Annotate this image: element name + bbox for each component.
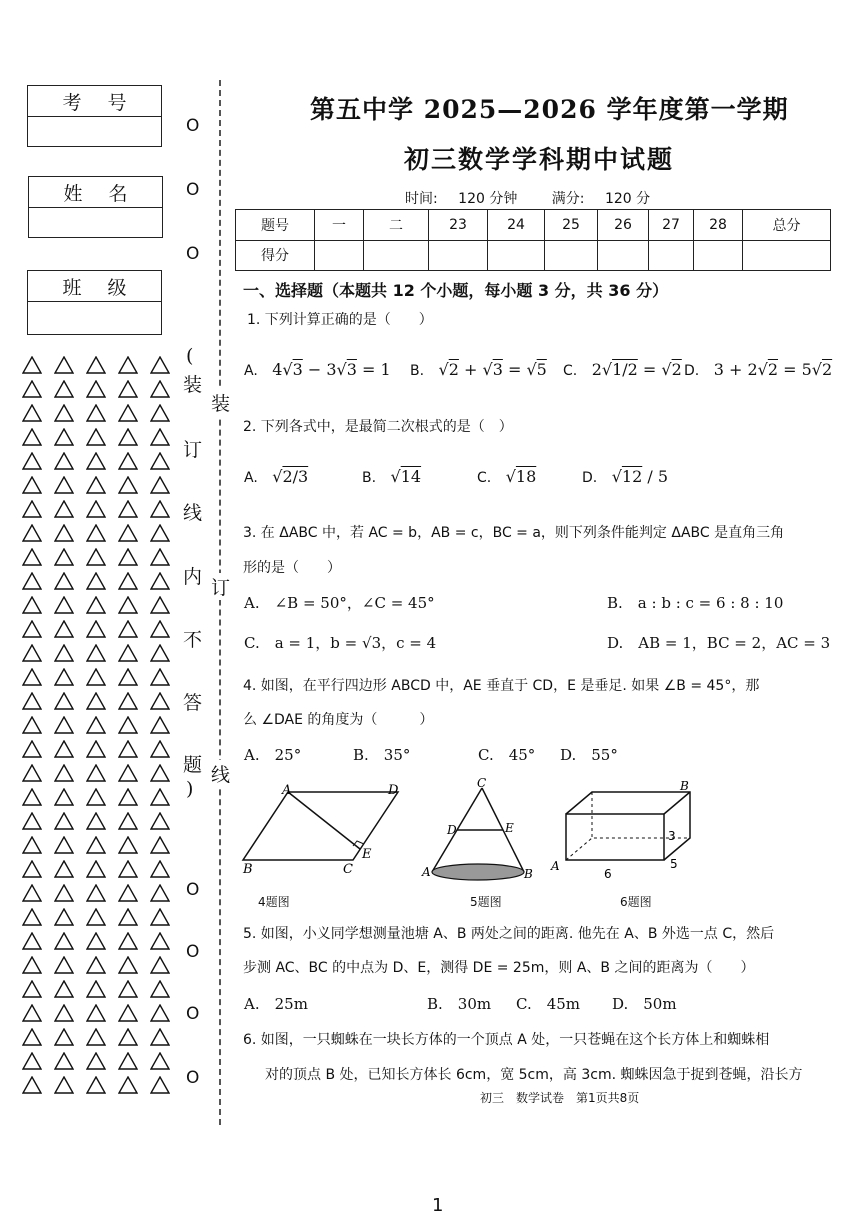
triangle-icon [54, 380, 86, 403]
time-label: 时间: [405, 191, 438, 207]
triangle-icon [54, 1052, 86, 1075]
triangle-icon [150, 380, 182, 403]
triangle-icon [86, 620, 118, 643]
triangle-icon [118, 620, 150, 643]
binding-outer-char: 装 [211, 389, 230, 416]
triangle-icon [150, 956, 182, 979]
table-cell: 一 [315, 210, 364, 241]
triangle-icon [54, 884, 86, 907]
triangle-icon [54, 356, 86, 379]
triangle-icon [118, 812, 150, 835]
triangle-icon [150, 644, 182, 667]
binding-outer-char: 订 [211, 573, 230, 600]
triangle-icon [86, 356, 118, 379]
triangle-icon [54, 596, 86, 619]
option-label: D. [582, 470, 598, 486]
triangle-icon [86, 548, 118, 571]
table-cell: 26 [598, 210, 649, 241]
fig5-label-a: A [422, 865, 431, 879]
triangle-icon [118, 932, 150, 955]
triangle-icon [22, 500, 54, 523]
triangle-icon [86, 740, 118, 763]
triangle-icon [22, 884, 54, 907]
q1-option-c[interactable]: C. 2√1/2 = √2 [563, 360, 682, 379]
triangle-icon [118, 956, 150, 979]
score-entry-cell[interactable] [694, 240, 743, 271]
q3-option-d[interactable]: D. AB = 1，BC = 2，AC = 3 [607, 634, 831, 652]
score-entry-cell[interactable] [545, 240, 598, 271]
binding-inner-char: 订 [183, 439, 203, 461]
triangle-icon [54, 1028, 86, 1051]
triangle-icon [150, 668, 182, 691]
table-cell: 二 [364, 210, 429, 241]
figure-4-caption: 4题图 [258, 895, 290, 909]
binding-hole-mark: O [186, 116, 200, 136]
triangle-icon [150, 908, 182, 931]
triangle-icon [54, 956, 86, 979]
exam-number-label: 考号 [28, 86, 161, 117]
binding-inner-char: 不 [183, 629, 203, 651]
question-3-stem: 3. 在 ΔABC 中，若 AC = b，AB = c，BC = a，则下列条件能判定 ΔABC 是直角三角 [243, 525, 785, 541]
table-cell: 23 [429, 210, 488, 241]
triangle-icon [54, 1004, 86, 1027]
triangle-icon [150, 980, 182, 1003]
triangle-icon [150, 692, 182, 715]
table-cell: 总分 [743, 210, 831, 241]
triangle-icon [118, 860, 150, 883]
fig6-label-width: 5 [670, 857, 678, 871]
triangle-icon [54, 404, 86, 427]
triangle-icon [86, 524, 118, 547]
question-5-stem: 5. 如图，小义同学想测量池塘 A、B 两处之间的距离. 他先在 A、B 外选一点 C，然后 [243, 926, 775, 942]
triangle-icon [118, 548, 150, 571]
score-entry-cell[interactable] [743, 240, 831, 271]
triangle-icon [150, 788, 182, 811]
triangle-icon [22, 740, 54, 763]
fig5-label-b: B [524, 867, 533, 881]
triangle-icon [86, 980, 118, 1003]
question-4-stem-cont: 么 ∠DAE 的角度为（ ） [243, 712, 434, 728]
triangle-icon [150, 884, 182, 907]
triangle-icon [86, 1004, 118, 1027]
q4-option-b[interactable]: B. 35° [353, 746, 411, 764]
binding-hole-mark: O [186, 244, 200, 264]
triangle-icon [118, 500, 150, 523]
q1-option-d[interactable]: D. 3 + 2√2 = 5√2 [684, 360, 833, 379]
option-label: A. [244, 470, 258, 486]
triangle-icon [86, 452, 118, 475]
q4-option-a[interactable]: A. 25° [244, 746, 302, 764]
question-6-stem-cont: 对的顶点 B 处，已知长方体长 6cm，宽 5cm，高 3cm. 蜘蛛因急于捉到苍蝇，沿长方 [265, 1067, 803, 1083]
triangle-icon [22, 812, 54, 835]
triangle-icon [22, 644, 54, 667]
triangle-icon [118, 476, 150, 499]
q5-option-b[interactable]: B. 30m [427, 995, 492, 1013]
triangle-icon [150, 860, 182, 883]
triangle-icon [86, 1052, 118, 1075]
figure-5-cone [420, 776, 535, 886]
triangle-icon [150, 836, 182, 859]
triangle-icon [54, 524, 86, 547]
triangle-icon [118, 836, 150, 859]
binding-inner-char: 答 [183, 692, 203, 714]
triangle-icon [22, 788, 54, 811]
fig6-label-b: B [680, 779, 689, 793]
question-3-stem-cont: 形的是（ ） [243, 560, 341, 576]
binding-outer-char: 线 [211, 760, 230, 787]
option-label: C. [563, 363, 578, 379]
triangle-icon [118, 1028, 150, 1051]
triangle-icon [150, 764, 182, 787]
binding-hole-mark: O [186, 1068, 200, 1088]
q3-option-a[interactable]: A. ∠B = 50°，∠C = 45° [244, 594, 435, 612]
fig6-label-height: 3 [668, 829, 676, 843]
triangle-icon [54, 572, 86, 595]
triangle-icon [54, 788, 86, 811]
question-1-stem: 1. 下列计算正确的是（ ） [247, 312, 433, 328]
triangle-icon [150, 452, 182, 475]
triangle-icon [118, 716, 150, 739]
table-cell: 24 [488, 210, 545, 241]
triangle-icon [118, 572, 150, 595]
triangle-icon [22, 452, 54, 475]
triangle-icon [118, 764, 150, 787]
triangle-icon [86, 908, 118, 931]
triangle-icon [86, 404, 118, 427]
triangle-icon [150, 716, 182, 739]
question-2-stem: 2. 下列各式中，是最简二次根式的是（ ） [243, 419, 513, 435]
triangle-icon [22, 1004, 54, 1027]
triangle-icon [86, 812, 118, 835]
option-label: B. [410, 363, 425, 379]
triangle-icon [22, 1028, 54, 1051]
triangle-icon [118, 596, 150, 619]
score-entry-cell[interactable] [649, 240, 694, 271]
triangle-icon [22, 572, 54, 595]
binding-inner-char: ) [186, 778, 194, 800]
triangle-icon [22, 668, 54, 691]
triangle-icon [22, 980, 54, 1003]
triangle-icon [22, 548, 54, 571]
triangle-icon [22, 404, 54, 427]
binding-inner-char: 题 [183, 754, 203, 776]
q4-option-d[interactable]: D. 55° [560, 746, 618, 764]
exam-time [405, 188, 650, 208]
triangle-icon [54, 452, 86, 475]
binding-hole-mark: O [186, 942, 200, 962]
table-cell: 28 [694, 210, 743, 241]
triangle-icon [22, 356, 54, 379]
triangle-icon [150, 1052, 182, 1075]
triangle-icon [150, 1004, 182, 1027]
q2-option-a[interactable]: A. √2/3 [244, 467, 309, 486]
question-6-stem: 6. 如图，一只蜘蛛在一块长方体的一个顶点 A 处，一只苍蝇在这个长方体上和蜘蛛相 [243, 1032, 770, 1048]
score-entry-cell[interactable] [429, 240, 488, 271]
triangle-icon [118, 524, 150, 547]
triangle-icon [22, 692, 54, 715]
binding-inner-char: 内 [183, 566, 203, 588]
triangle-icon [118, 980, 150, 1003]
fig4-label-e: E [362, 847, 372, 862]
triangle-icon [86, 932, 118, 955]
triangle-icon [54, 548, 86, 571]
fig4-label-d: D [388, 783, 399, 798]
triangle-icon [22, 596, 54, 619]
triangle-icon [22, 620, 54, 643]
triangle-icon [54, 1076, 86, 1099]
score-entry-cell[interactable] [315, 240, 364, 271]
score-table [235, 209, 831, 271]
triangle-icon [22, 932, 54, 955]
triangle-icon [150, 812, 182, 835]
triangle-icon [54, 836, 86, 859]
score-table-header [236, 210, 831, 241]
triangle-icon [54, 620, 86, 643]
page-title: 第五中学 2025—2026 学年度第一学期 [310, 95, 789, 124]
name-box [28, 176, 163, 238]
option-label: C. [477, 470, 492, 486]
triangle-icon [150, 356, 182, 379]
triangle-icon [54, 644, 86, 667]
figure-4-parallelogram [238, 780, 413, 880]
triangle-pattern [22, 356, 182, 1099]
section-title: 一、选择题（本题共 12 个小题，每小题 3 分，共 36 分） [243, 281, 669, 300]
triangle-icon [54, 764, 86, 787]
triangle-icon [150, 1028, 182, 1051]
triangle-icon [22, 1076, 54, 1099]
binding-hole-mark: O [186, 880, 200, 900]
table-cell: 得分 [236, 240, 315, 271]
triangle-icon [118, 1052, 150, 1075]
fig5-label-e: E [505, 821, 514, 835]
triangle-icon [118, 692, 150, 715]
fig4-label-a: A [282, 783, 292, 798]
triangle-icon [86, 884, 118, 907]
triangle-icon [22, 836, 54, 859]
figure-6-cuboid [548, 776, 698, 886]
question-5-stem-cont: 步测 AC、BC 的中点为 D、E，测得 DE = 25m，则 A、B 之间的距离为（ ） [243, 960, 755, 976]
triangle-icon [86, 716, 118, 739]
table-cell: 25 [545, 210, 598, 241]
page-number: 1 [432, 1195, 444, 1216]
binding-inner-char: ( [186, 345, 194, 367]
q5-option-c[interactable]: C. 45m [516, 995, 581, 1013]
q3-option-b[interactable]: B. a : b : c = 6 : 8 : 10 [607, 594, 784, 612]
triangle-icon [54, 692, 86, 715]
triangle-icon [54, 812, 86, 835]
triangle-icon [150, 404, 182, 427]
time-value: 120 分钟 [458, 191, 518, 207]
triangle-icon [118, 1004, 150, 1027]
triangle-icon [150, 500, 182, 523]
triangle-icon [22, 908, 54, 931]
triangle-icon [118, 740, 150, 763]
triangle-icon [118, 404, 150, 427]
fig4-label-c: C [343, 862, 353, 877]
triangle-icon [22, 380, 54, 403]
triangle-icon [150, 1076, 182, 1099]
q1-option-a[interactable]: A. 4√3 − 3√3 = 1 [244, 360, 391, 379]
triangle-icon [86, 860, 118, 883]
q3-option-c[interactable]: C. a = 1，b = √3，c = 4 [244, 634, 437, 652]
triangle-icon [86, 476, 118, 499]
triangle-icon [86, 500, 118, 523]
q5-option-a[interactable]: A. 25m [244, 995, 308, 1013]
triangle-icon [86, 380, 118, 403]
triangle-icon [54, 980, 86, 1003]
triangle-icon [118, 668, 150, 691]
triangle-icon [86, 644, 118, 667]
triangle-icon [22, 860, 54, 883]
binding-line [219, 80, 221, 1125]
triangle-icon [54, 932, 86, 955]
binding-hole-mark: O [186, 180, 200, 200]
triangle-icon [150, 476, 182, 499]
triangle-icon [86, 668, 118, 691]
triangle-icon [118, 380, 150, 403]
table-cell: 题号 [236, 210, 315, 241]
fig6-label-a: A [551, 859, 560, 873]
triangle-icon [22, 956, 54, 979]
triangle-icon [118, 1076, 150, 1099]
fig5-label-c: C [477, 776, 487, 790]
triangle-icon [22, 476, 54, 499]
figure-5-caption: 5题图 [470, 895, 502, 909]
fig5-label-d: D [447, 823, 457, 837]
triangle-icon [150, 932, 182, 955]
fig6-label-length: 6 [604, 867, 612, 881]
score-entry-cell[interactable] [364, 240, 429, 271]
triangle-icon [86, 1028, 118, 1051]
triangle-icon [86, 692, 118, 715]
triangle-icon [54, 716, 86, 739]
triangle-icon [54, 500, 86, 523]
option-label: B. [362, 470, 377, 486]
triangle-icon [118, 356, 150, 379]
triangle-icon [150, 524, 182, 547]
triangle-icon [86, 788, 118, 811]
triangle-icon [86, 1076, 118, 1099]
triangle-icon [118, 644, 150, 667]
triangle-icon [150, 428, 182, 451]
score-entry-cell[interactable] [488, 240, 545, 271]
triangle-icon [150, 740, 182, 763]
triangle-icon [22, 764, 54, 787]
triangle-icon [118, 428, 150, 451]
triangle-icon [150, 548, 182, 571]
triangle-icon [86, 836, 118, 859]
figure-6-caption: 6题图 [620, 895, 652, 909]
table-cell: 27 [649, 210, 694, 241]
triangle-icon [150, 620, 182, 643]
triangle-icon [86, 596, 118, 619]
triangle-icon [54, 860, 86, 883]
name-label: 姓名 [29, 177, 162, 208]
triangle-icon [54, 908, 86, 931]
triangle-icon [22, 524, 54, 547]
score-table-row [236, 240, 831, 271]
binding-inner-char: 线 [183, 502, 203, 524]
score-label: 满分: [551, 191, 585, 207]
triangle-icon [22, 716, 54, 739]
triangle-icon [86, 956, 118, 979]
triangle-icon [118, 452, 150, 475]
triangle-icon [150, 572, 182, 595]
triangle-icon [86, 572, 118, 595]
triangle-icon [118, 908, 150, 931]
fig4-label-b: B [243, 862, 253, 877]
triangle-icon [54, 740, 86, 763]
q2-option-c[interactable]: C. √18 [477, 467, 537, 486]
page-subtitle: 初三数学学科期中试题 [404, 145, 675, 174]
binding-inner-char: 装 [183, 374, 203, 396]
triangle-icon [86, 428, 118, 451]
q2-option-b[interactable]: B. √14 [362, 467, 422, 486]
triangle-icon [54, 668, 86, 691]
q1-option-b[interactable]: B. √2 + √3 = √5 [410, 360, 547, 379]
page-info-footer: 初三 数学试卷 第1页共8页 [480, 1091, 640, 1105]
triangle-icon [54, 428, 86, 451]
triangle-icon [22, 428, 54, 451]
question-4-stem: 4. 如图，在平行四边形 ABCD 中，AE 垂直于 CD，E 是垂足. 如果 ∠B = 45°，那 [243, 678, 760, 694]
triangle-icon [86, 764, 118, 787]
triangle-icon [54, 476, 86, 499]
q2-option-d[interactable]: D. √12 / 5 [582, 467, 668, 486]
class-label: 班级 [28, 271, 161, 302]
triangle-icon [118, 884, 150, 907]
triangle-icon [150, 596, 182, 619]
score-entry-cell[interactable] [598, 240, 649, 271]
triangle-icon [118, 788, 150, 811]
binding-hole-mark: O [186, 1004, 200, 1024]
option-label: D. [684, 363, 700, 379]
class-box [27, 270, 162, 335]
q4-option-c[interactable]: C. 45° [478, 746, 536, 764]
q5-option-d[interactable]: D. 50m [612, 995, 677, 1013]
score-value: 120 分 [604, 191, 651, 207]
triangle-icon [22, 1052, 54, 1075]
exam-number-box [27, 85, 162, 147]
option-label: A. [244, 363, 258, 379]
